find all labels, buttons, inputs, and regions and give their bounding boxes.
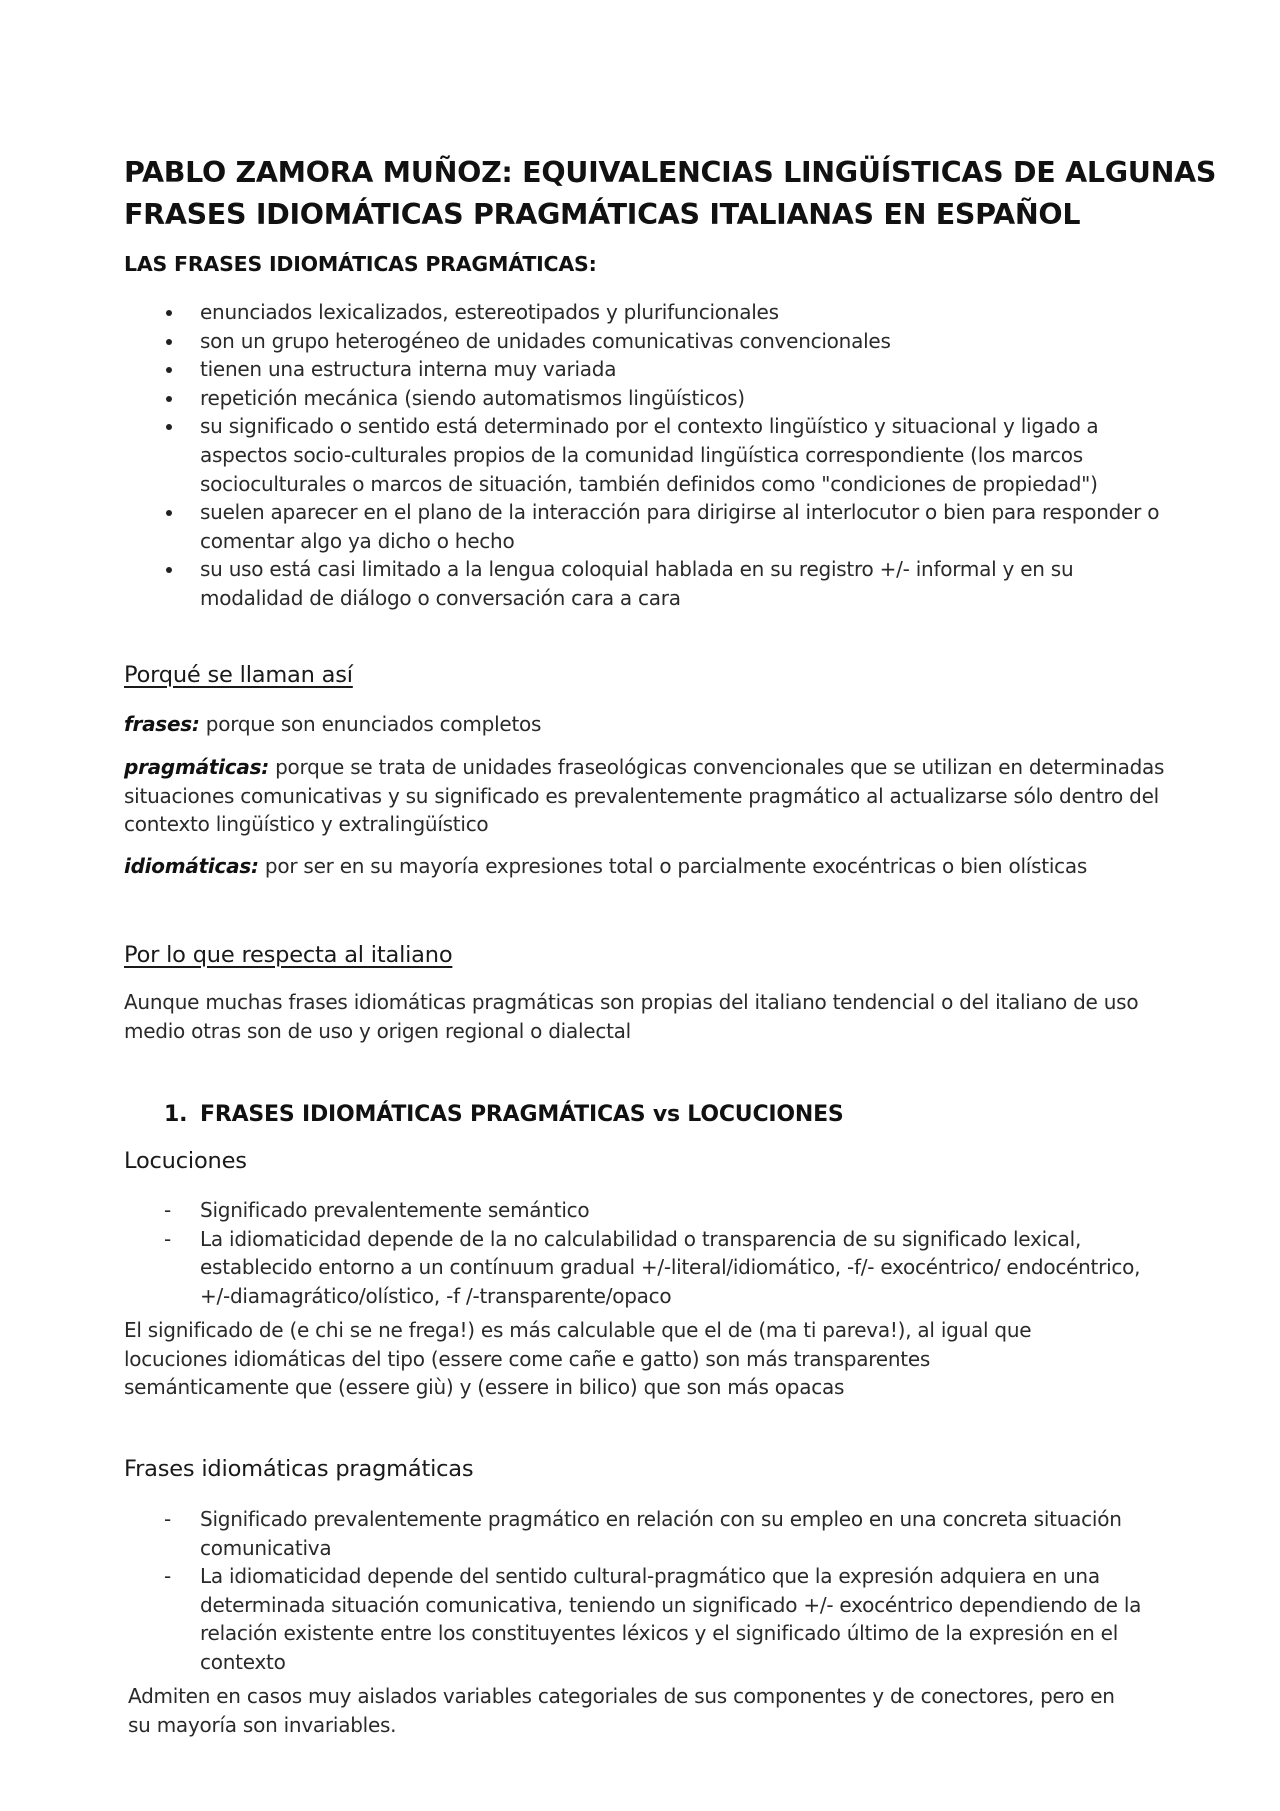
definition-text: porque son enunciados completos xyxy=(199,712,542,736)
definition-term: frases: xyxy=(124,712,200,736)
list-item-text: La idiomaticidad depende del sentido cultural-pragmático que la expresión adquiera en una determinada situación comunicativa, teniendo un significado +/- exocéntrico dependiendo de la relación existente entre los constituyentes léxicos y el significado último de la expresión en el contexto xyxy=(200,1564,1142,1674)
document-title xyxy=(124,152,1217,236)
list-item-text: su uso está casi limitado a la lengua coloquial hablada en su registro +/- informal y en su modalidad de diálogo o conversación cara a cara xyxy=(200,557,1074,610)
italian-paragraph: Aunque muchas frases idiomáticas pragmáticas son propias del italiano tendencial o del italiano de uso medio otras son de uso y origen regional o dialectal xyxy=(124,990,1139,1043)
title-line-2: FRASES IDIOMÁTICAS PRAGMÁTICAS ITALIANAS EN ESPAÑOL xyxy=(124,198,1081,231)
title-line-1: PABLO ZAMORA MUÑOZ: EQUIVALENCIAS LINGÜÍSTICAS DE ALGUNAS xyxy=(124,156,1217,189)
list-item-text: su significado o sentido está determinado por el contexto lingüístico y situacional y ligado a aspectos socio-culturales propios de la comunidad lingüística correspondiente (los marcos socioculturales o marcos de situación, también definidos como "condiciones de propiedad") xyxy=(200,414,1099,496)
list-item-text: tienen una estructura interna muy variada xyxy=(200,357,617,382)
bullet-icon xyxy=(166,424,172,430)
list-item-text: enunciados lexicalizados, estereotipados y plurifuncionales xyxy=(200,300,779,324)
bullet-icon xyxy=(166,510,172,516)
locuciones-heading: Locuciones xyxy=(124,1148,247,1174)
section-title-text: FRASES IDIOMÁTICAS PRAGMÁTICAS vs LOCUCIONES xyxy=(200,1102,844,1127)
bullet-icon xyxy=(166,396,172,402)
definition-term: pragmáticas: xyxy=(124,755,269,779)
bullet-icon xyxy=(166,339,172,345)
list-item xyxy=(124,498,1164,555)
subheading: LAS FRASES IDIOMÁTICAS PRAGMÁTICAS: xyxy=(124,252,597,276)
list-item-text: La idiomaticidad depende de la no calculabilidad o transparencia de su significado lexical, establecido entorno a un contínuum gradual +/-literal/idiomático, -f/- exocéntrico/ endocéntrico, +/-diamagrático/olístico, -f /-transparente/opaco xyxy=(200,1226,1141,1308)
list-item xyxy=(124,555,1164,612)
definition-frases xyxy=(124,710,1174,739)
bullet-icon xyxy=(166,310,172,316)
list-item xyxy=(124,412,1164,498)
definition-idiomaticas xyxy=(124,852,1174,881)
frases-list xyxy=(124,1505,1174,1677)
definition-text: por ser en su mayoría expresiones total o parcialmente exocéntricas o bien olísticas xyxy=(258,854,1088,878)
bullet-icon xyxy=(166,367,172,373)
list-item xyxy=(124,355,1164,384)
bullet-icon xyxy=(166,567,172,573)
list-item-text: Significado prevalentemente pragmático en relación con su empleo en una concreta situación comunicativa xyxy=(200,1507,1122,1560)
definition-pragmaticas xyxy=(124,753,1174,839)
frases-paragraph: Admiten en casos muy aislados variables categoriales de sus componentes y de conectores, pero en su mayoría son invariables. xyxy=(128,1684,1115,1737)
dash-marker: - xyxy=(164,1198,171,1222)
list-item-text: repetición mecánica (siendo automatismos lingüísticos) xyxy=(200,385,745,410)
list-item xyxy=(124,1196,1174,1225)
list-item-text: Significado prevalentemente semántico xyxy=(200,1198,590,1222)
italian-heading: Por lo que respecta al italiano xyxy=(124,942,453,968)
list-item xyxy=(124,1505,1174,1562)
locuciones-list xyxy=(124,1196,1174,1310)
dash-marker: - xyxy=(164,1564,171,1589)
list-item xyxy=(124,384,1164,413)
definition-term: idiomáticas: xyxy=(124,854,259,878)
definition-text: porque se trata de unidades fraseológicas convencionales que se utilizan en determinadas situaciones comunicativas y su significado es prevalentemente pragmático al actualizarse sólo dentro del contexto lingüístico y extralingüístico xyxy=(124,755,1165,837)
list-item-text: son un grupo heterogéneo de unidades comunicativas convencionales xyxy=(200,328,891,353)
why-heading: Porqué se llaman así xyxy=(124,662,353,688)
locuciones-paragraph: El significado de (e chi se ne frega!) es más calculable que el de (ma ti pareva!), al igual que locuciones idiomáticas del tipo (essere come cañe e gatto) son más transparentes semánticamente que (essere giù) y (essere in bilico) que son más opacas xyxy=(124,1318,1032,1400)
frases-heading: Frases idiomáticas pragmáticas xyxy=(124,1456,474,1482)
section-number: 1. xyxy=(164,1102,188,1127)
section-1-heading xyxy=(164,1100,844,1130)
list-item xyxy=(124,327,1164,356)
dash-marker: - xyxy=(164,1507,171,1531)
list-item xyxy=(124,1225,1174,1311)
list-item-text: suelen aparecer en el plano de la interacción para dirigirse al interlocutor o bien para responder o comentar algo ya dicho o hecho xyxy=(200,500,1160,553)
list-item xyxy=(124,298,1164,327)
dash-marker: - xyxy=(164,1226,171,1251)
features-list xyxy=(124,298,1164,613)
list-item xyxy=(124,1562,1174,1676)
